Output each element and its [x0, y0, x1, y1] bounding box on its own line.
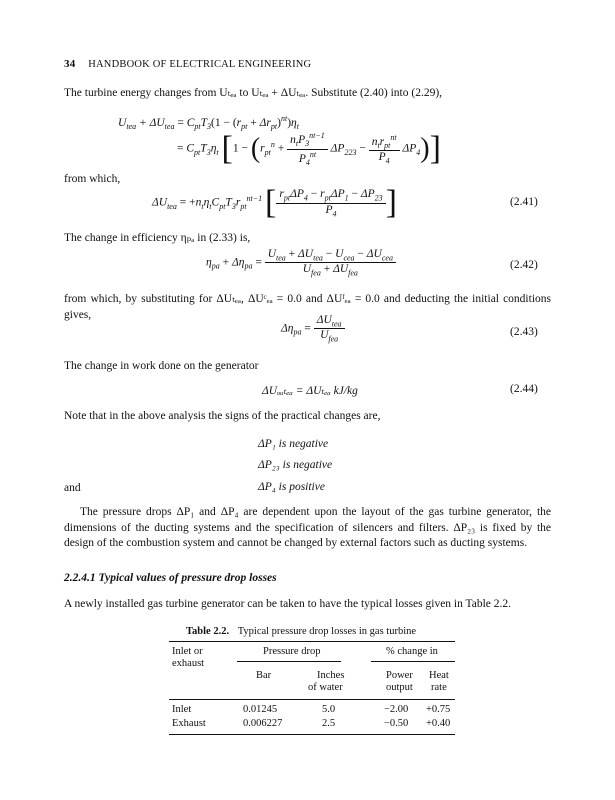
- paragraph-efficiency-change: The change in efficiency ηₚₐ in (2.33) is,: [64, 232, 251, 244]
- and-label: and: [64, 482, 81, 494]
- subheader-heat-2: rate: [431, 682, 447, 693]
- paragraph-substituting: from which, by substituting for ΔUₜₑₐ, ΔUᶜₑₐ = 0.0 and ΔUᶠₑₐ = 0.0 and deducting the initial conditions gives,: [64, 293, 551, 321]
- running-title: HANDBOOK OF ELECTRICAL ENGINEERING: [88, 59, 312, 70]
- table-header-pressure-drop: Pressure drop: [263, 646, 321, 657]
- table-caption: [186, 626, 416, 637]
- subheader-bar: Bar: [256, 670, 272, 681]
- equation-substitution-line2: = $C_{pt}T_3\eta_t$ [$1 - (r_{pt}^n$ + $\frac{n_tP_3^{nt-1}}{P_4^{nt}}$ $\Delta P_{223}$ − $\frac{n_tr_{pt}^{nt}}{P_4}$ $\Delta P_4$)]: [177, 130, 441, 167]
- sign-delta-p1: ΔP₁ is negative: [258, 438, 329, 450]
- table-row-inlet-power: −2.00: [384, 704, 409, 715]
- paragraph-turbine-energy: The turbine energy changes from Uₜₑₐ to Uₜₑₐ + ΔUₜₑₐ. Substitute (2.40) into (2.29),: [64, 87, 443, 99]
- equation-2-41: $\Delta U_{tea} = +n_t\eta_tC_{pt}T_3r_{pt}^{nt-1}$ [ $\frac{r_{pt}\Delta P_4 - r_{pt}\Delta P_1 - \Delta P_{23}}{P_4}$ ]: [152, 184, 397, 221]
- from-which-1: from which,: [64, 173, 121, 185]
- table-header-inlet-1: Inlet or: [172, 646, 203, 657]
- table-row-exhaust-name: Exhaust: [172, 718, 206, 729]
- table-caption-text: Typical pressure drop losses in gas turbine: [237, 626, 417, 637]
- equation-2-43: $\Delta\eta_{pa}$ = $\frac{\Delta U_{tea}}{U_{fea}}$: [281, 314, 345, 344]
- table-bottom-rule: [169, 734, 455, 735]
- table-row-exhaust-inches: 2.5: [322, 718, 336, 729]
- equation-2-42: $\eta_{pa} + \Delta\eta_{pa}$ = $\frac{U_{tea} + \Delta U_{tea} - U_{cea} - \Delta U_{cea}}{U_{fea} + \Delta U_{fea}}$: [206, 248, 396, 278]
- table-row-inlet-inches: 5.0: [322, 704, 336, 715]
- page-number: 34: [64, 58, 76, 70]
- table-header-change: % change in: [386, 646, 438, 657]
- section-heading: 2.2.4.1 Typical values of pressure drop losses: [64, 572, 277, 584]
- subheader-inches-1: Inches: [317, 670, 345, 681]
- equation-number-2-43: (2.43): [510, 326, 538, 338]
- running-header: [64, 58, 311, 70]
- paragraph-note-signs: Note that in the above analysis the signs of the practical changes are,: [64, 410, 381, 422]
- equation-number-2-44: (2.44): [510, 383, 538, 395]
- table-caption-label: Table 2.2.: [186, 626, 230, 637]
- paragraph-pressure-drops: The pressure drops ΔP₁ and ΔP₄ are dependent upon the layout of the gas turbine generator, the dimensions of the ducting systems and the specification of silencers and filters. ΔP₂₃ is fixed by the design of the combustion system and cannot be changed by external factors such as ducting systems.: [64, 506, 551, 549]
- sign-delta-p4: ΔP₄ is positive: [258, 481, 325, 493]
- equation-2-44: ΔUₒᵤₜₑₐ = ΔUₜₑₐ kJ/kg: [262, 385, 358, 397]
- table-row-exhaust-power: −0.50: [384, 718, 409, 729]
- paragraph-typical-losses: A newly installed gas turbine generator can be taken to have the typical losses given in Table 2.2.: [64, 598, 512, 610]
- table-top-rule: [169, 641, 455, 642]
- paragraph-work-done: The change in work done on the generator: [64, 360, 259, 372]
- table-row-exhaust-heat: +0.40: [426, 718, 451, 729]
- table-header-inlet-2: exhaust: [172, 658, 205, 669]
- equation-number-2-42: (2.42): [510, 259, 538, 271]
- subheader-heat-1: Heat: [429, 670, 449, 681]
- equation-substitution-line1: $U_{tea} + \Delta U_{tea} = C_{pt}T_3(1 - (r_{pt} + \Delta r_{pt})^{nt})\eta_t$: [118, 114, 299, 132]
- table-row-inlet-heat: +0.75: [426, 704, 451, 715]
- sign-delta-p23: ΔP₂₃ is negative: [258, 459, 333, 471]
- table-row-inlet-name: Inlet: [172, 704, 192, 715]
- subheader-power-2: output: [386, 682, 413, 693]
- table-row-exhaust-bar: 0.006227: [243, 718, 283, 729]
- subheader-power-1: Power: [386, 670, 413, 681]
- equation-number-2-41: (2.41): [510, 196, 538, 208]
- change-subrule: [371, 661, 455, 662]
- table-row-inlet-bar: 0.01245: [243, 704, 278, 715]
- pressure-drop-subrule: [237, 661, 341, 662]
- table-header-rule: [169, 699, 455, 700]
- subheader-inches-2: of water: [308, 682, 343, 693]
